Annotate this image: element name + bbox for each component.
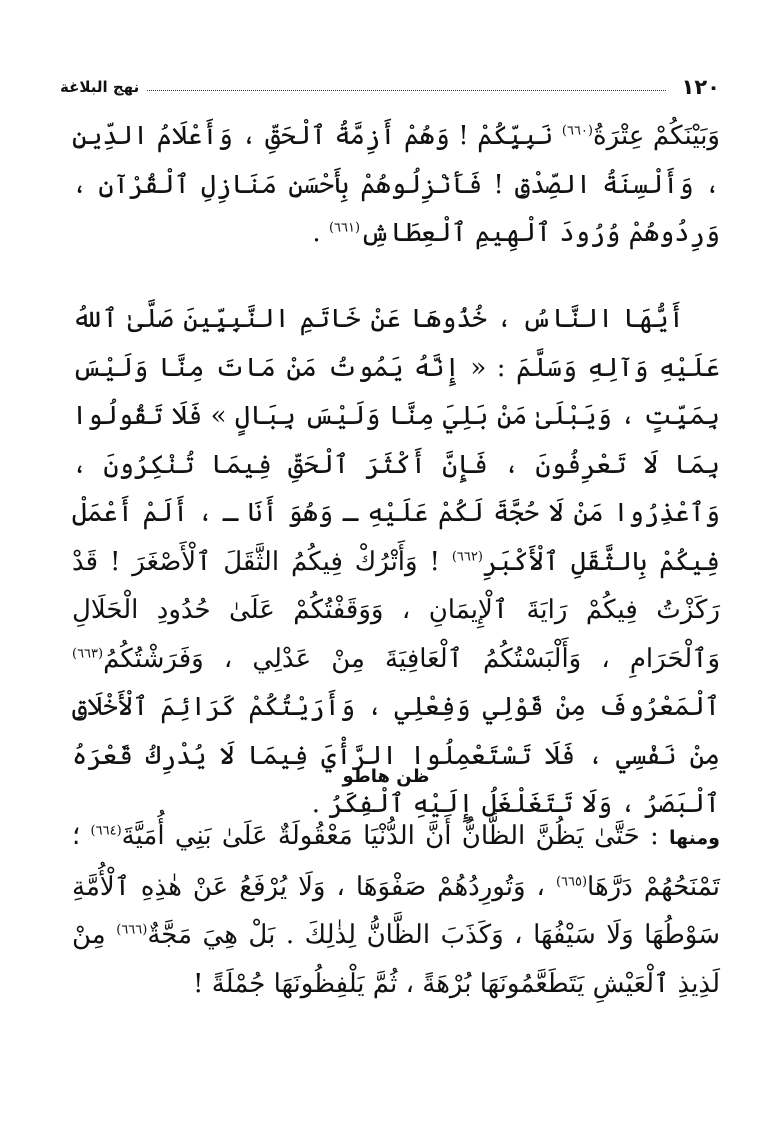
footnote-ref-662: (٦٦٢) (451, 548, 483, 564)
book-title: نهج البلاغة (60, 78, 140, 96)
paragraph-1-text-b: نَبِيِّكُمْ ! وَهُمْ أَزِمَّةُ ٱلْحَقِّ ، وَأَعْلَامُ الدِّينِ ، وَأَلْسِنَةُ الصِّدْقِ ! فَأَنْزِلُوهُمْ بِأَحْسَنِ مَنَازِلِ ٱلْقُرْآنِ ، وَرِدُوهُمْ وُرُودَ ٱلْهِيمِ ٱلْعِطَاشِ (72, 121, 720, 248)
paragraph-3-text-d: مِنْ لَذِيذِ ٱلْعَيْشِ يَتَطَعَّمُونَهَا بُرْهَةً ، ثُمَّ يَلْفِظُونَهَا جُمْلَةً ! (72, 920, 720, 999)
footnote-ref-666: (٦٦٦) (116, 922, 148, 938)
footnote-ref-660: (٦٦٠) (561, 123, 593, 139)
paragraph-1-text-c: . (312, 218, 329, 248)
footnote-ref-664: (٦٦٤) (90, 823, 122, 839)
paragraph-3-text-b: ؛ تَمْنَحُهُمْ دَرَّهَا (72, 821, 721, 902)
paragraph-2 (72, 295, 720, 829)
paragraph-1 (72, 112, 720, 258)
footnote-ref-661: (٦٦١) (328, 220, 361, 236)
section-heading: ظن هاطو (342, 766, 430, 787)
paragraph-3-text-a: : حَتَّىٰ يَظُنَّ الظَّانُّ أَنَّ الدُّنْيَا مَعْقُولَةٌ عَلَىٰ بَنِي أُمَيَّةَ (121, 821, 669, 851)
paragraph-3-text-c: ، وَتُورِدُهُمْ صَفْوَهَا ، وَلَا يُرْفَعُ عَنْ هٰذِهِ ٱلْأُمَّةِ سَوْطُهَا وَلَا سَيْفُهَا ، وَكَذَبَ الظَّانُّ لِذٰلِكَ . بَلْ هِيَ مَجَّةٌ (72, 871, 721, 950)
page-number: ١٢٠ (681, 75, 720, 99)
paragraph-1-text-a: وَبَيْنَكُمْ عِتْرَةُ (593, 121, 720, 151)
paragraph-3-lead: ومنها (668, 827, 720, 849)
footnote-ref-663: (٦٦٣) (72, 645, 104, 661)
running-header (60, 72, 720, 102)
paragraph-2-text-c: ٱلْمَعْرُوفَ مِنْ قَوْلِي وَفِعْلِي ، وَأَرَيْتُكُمْ كَرَائِمَ ٱلْأَخْلَاقِ مِنْ نَفْسِي ، فَلَا تَسْتَعْمِلُوا الرَّأْيَ فِيمَا لَا يُدْرِكُ قَعْرَهُ ٱلْبَصَرُ ، وَلَا تَتَغَلْغَلُ إِلَيْهِ ٱلْفِكَرُ . (72, 692, 720, 819)
paragraph-2-text-b: ! وَأَتْرُكْ فِيكُمُ الثَّقَلَ ٱلْأَصْغَرَ ! قَدْ رَكَزْتُ فِيكُمْ رَايَةَ ٱلْإِيمَانِ ، وَوَقَفْتُكُمْ عَلَىٰ حُدُودِ الْحَلَالِ وَٱلْحَرَامِ ، وَأَلْبَسْتُكُمُ ٱلْعَافِيَةَ مِنْ عَدْلِي ، وَفَرَشْتُكُمُ (72, 546, 720, 674)
paragraph-2-text-a: أَيُّهَا النَّاسُ ، خُذُوهَا عَنْ خَاتَمِ النَّبِيِّينَ صَلَّىٰ ٱللهُ عَلَيْهِ وَآلِهِ وَسَلَّمَ : « إِنَّهُ يَمُوتُ مَنْ مَاتَ مِنَّا وَلَيْسَ بِمَيِّتٍ ، وَيَبْلَىٰ مَنْ بَلِيَ مِنَّا وَلَيْسَ بِبَالٍ » فَلَا تَقُولُوا بِمَا لَا تَعْرِفُونَ ، فَإِنَّ أَكْثَرَ ٱلْحَقِّ فِيمَا تُنْكِرُونَ ، وَٱعْذِرُوا مَنْ لَا حُجَّةَ لَكُمْ عَلَيْهِ ـ وَهُوَ أَنَا ـ ، أَلَمْ أَعْمَلْ فِيكُمْ بِالثَّقَلِ ٱلْأَكْبَرِ (72, 304, 721, 577)
header-dotted-leader (147, 90, 665, 91)
footnote-ref-665: (٦٦٥) (555, 873, 588, 889)
paragraph-3 (72, 812, 720, 1008)
